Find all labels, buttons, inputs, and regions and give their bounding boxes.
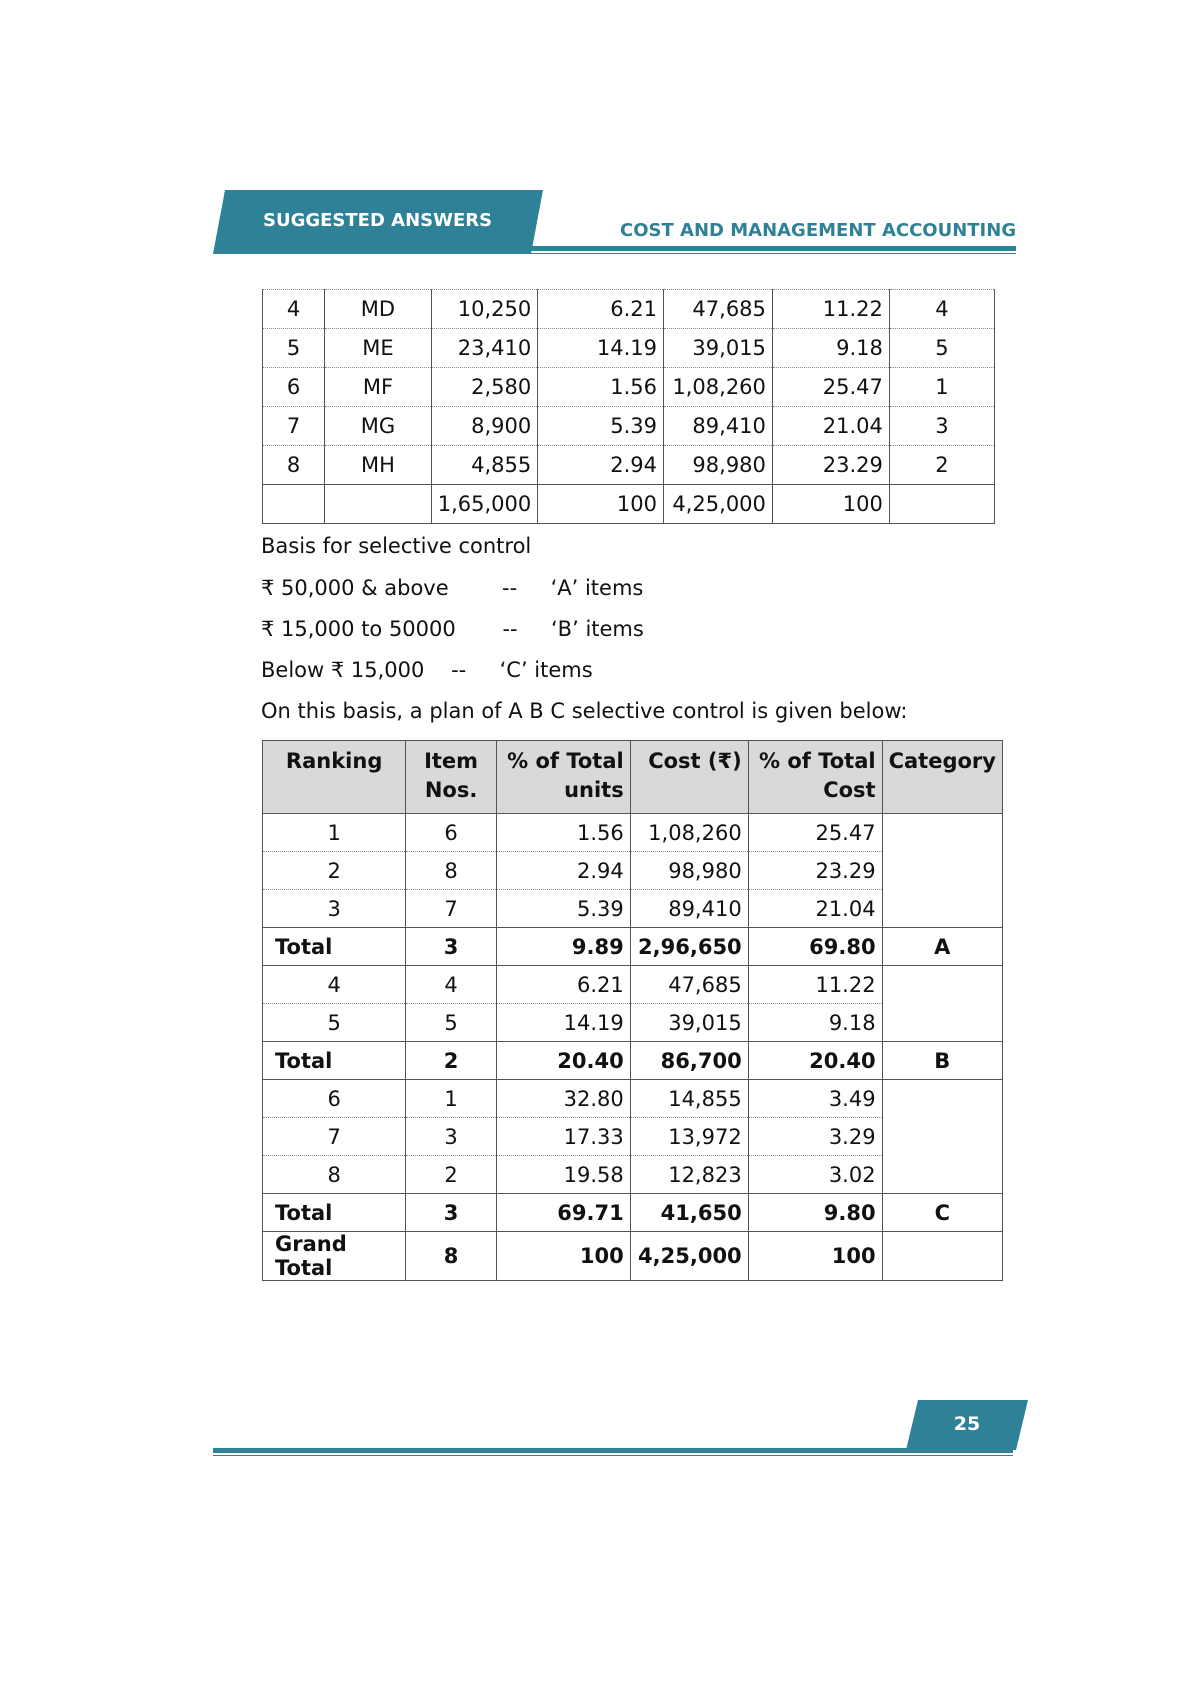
table-row: 5 ME 23,410 14.19 39,015 9.18 5 — [263, 329, 995, 368]
table-header-row — [263, 741, 1003, 814]
col-item-nos: Item Nos. — [406, 741, 497, 814]
table-row: 8 2 19.58 12,823 3.02 — [263, 1156, 1003, 1194]
table-row: 2 8 2.94 98,980 23.29 — [263, 852, 1003, 890]
table-row: 3 7 5.39 89,410 21.04 — [263, 890, 1003, 928]
basis-heading: Basis for selective control — [261, 534, 532, 558]
col-pct-units: % of Total units — [496, 741, 630, 814]
table-row: 6 MF 2,580 1.56 1,08,260 25.47 1 — [263, 368, 995, 407]
page-number: 25 — [953, 1413, 981, 1435]
table-total-row: Total 3 69.71 41,650 9.80 C — [263, 1194, 1003, 1232]
table-row: 6 1 32.80 14,855 3.49 — [263, 1080, 1003, 1118]
table-row: 7 MG 8,900 5.39 89,410 21.04 3 — [263, 407, 995, 446]
col-category: Category — [882, 741, 1002, 814]
abc-control-table — [262, 740, 1003, 1281]
table-grand-total-row: Grand Total 8 100 4,25,000 100 — [263, 1232, 1003, 1281]
footer-rule-thin — [213, 1455, 1013, 1456]
basis-line-c: Below ₹ 15,000 -- ‘C’ items — [261, 658, 593, 682]
table-row: 8 MH 4,855 2.94 98,980 23.29 2 — [263, 446, 995, 485]
items-table — [262, 289, 995, 524]
header-rule — [528, 246, 1016, 251]
table-row: 5 5 14.19 39,015 9.18 — [263, 1004, 1003, 1042]
table-row: 1 6 1.56 1,08,260 25.47 — [263, 814, 1003, 852]
table-total-row: Total 3 9.89 2,96,650 69.80 A — [263, 928, 1003, 966]
table-row: 4 4 6.21 47,685 11.22 — [263, 966, 1003, 1004]
table-row: 7 3 17.33 13,972 3.29 — [263, 1118, 1003, 1156]
footer-rule — [213, 1448, 1013, 1453]
col-pct-cost: % of Total Cost — [748, 741, 882, 814]
table-total-row: 1,65,000 100 4,25,000 100 — [263, 485, 995, 524]
col-ranking: Ranking — [263, 741, 406, 814]
plan-intro: On this basis, a plan of A B C selective control is given below: — [261, 699, 908, 723]
basis-line-b: ₹ 15,000 to 50000 -- ‘B’ items — [261, 617, 644, 641]
col-cost: Cost (₹) — [630, 741, 748, 814]
header-rule-thin — [528, 253, 1016, 254]
table-row: 4 MD 10,250 6.21 47,685 11.22 4 — [263, 290, 995, 329]
header-left-label: SUGGESTED ANSWERS — [263, 210, 493, 231]
table-total-row: Total 2 20.40 86,700 20.40 B — [263, 1042, 1003, 1080]
header-right-label: COST AND MANAGEMENT ACCOUNTING — [620, 220, 1017, 241]
basis-line-a: ₹ 50,000 & above -- ‘A’ items — [261, 576, 644, 600]
